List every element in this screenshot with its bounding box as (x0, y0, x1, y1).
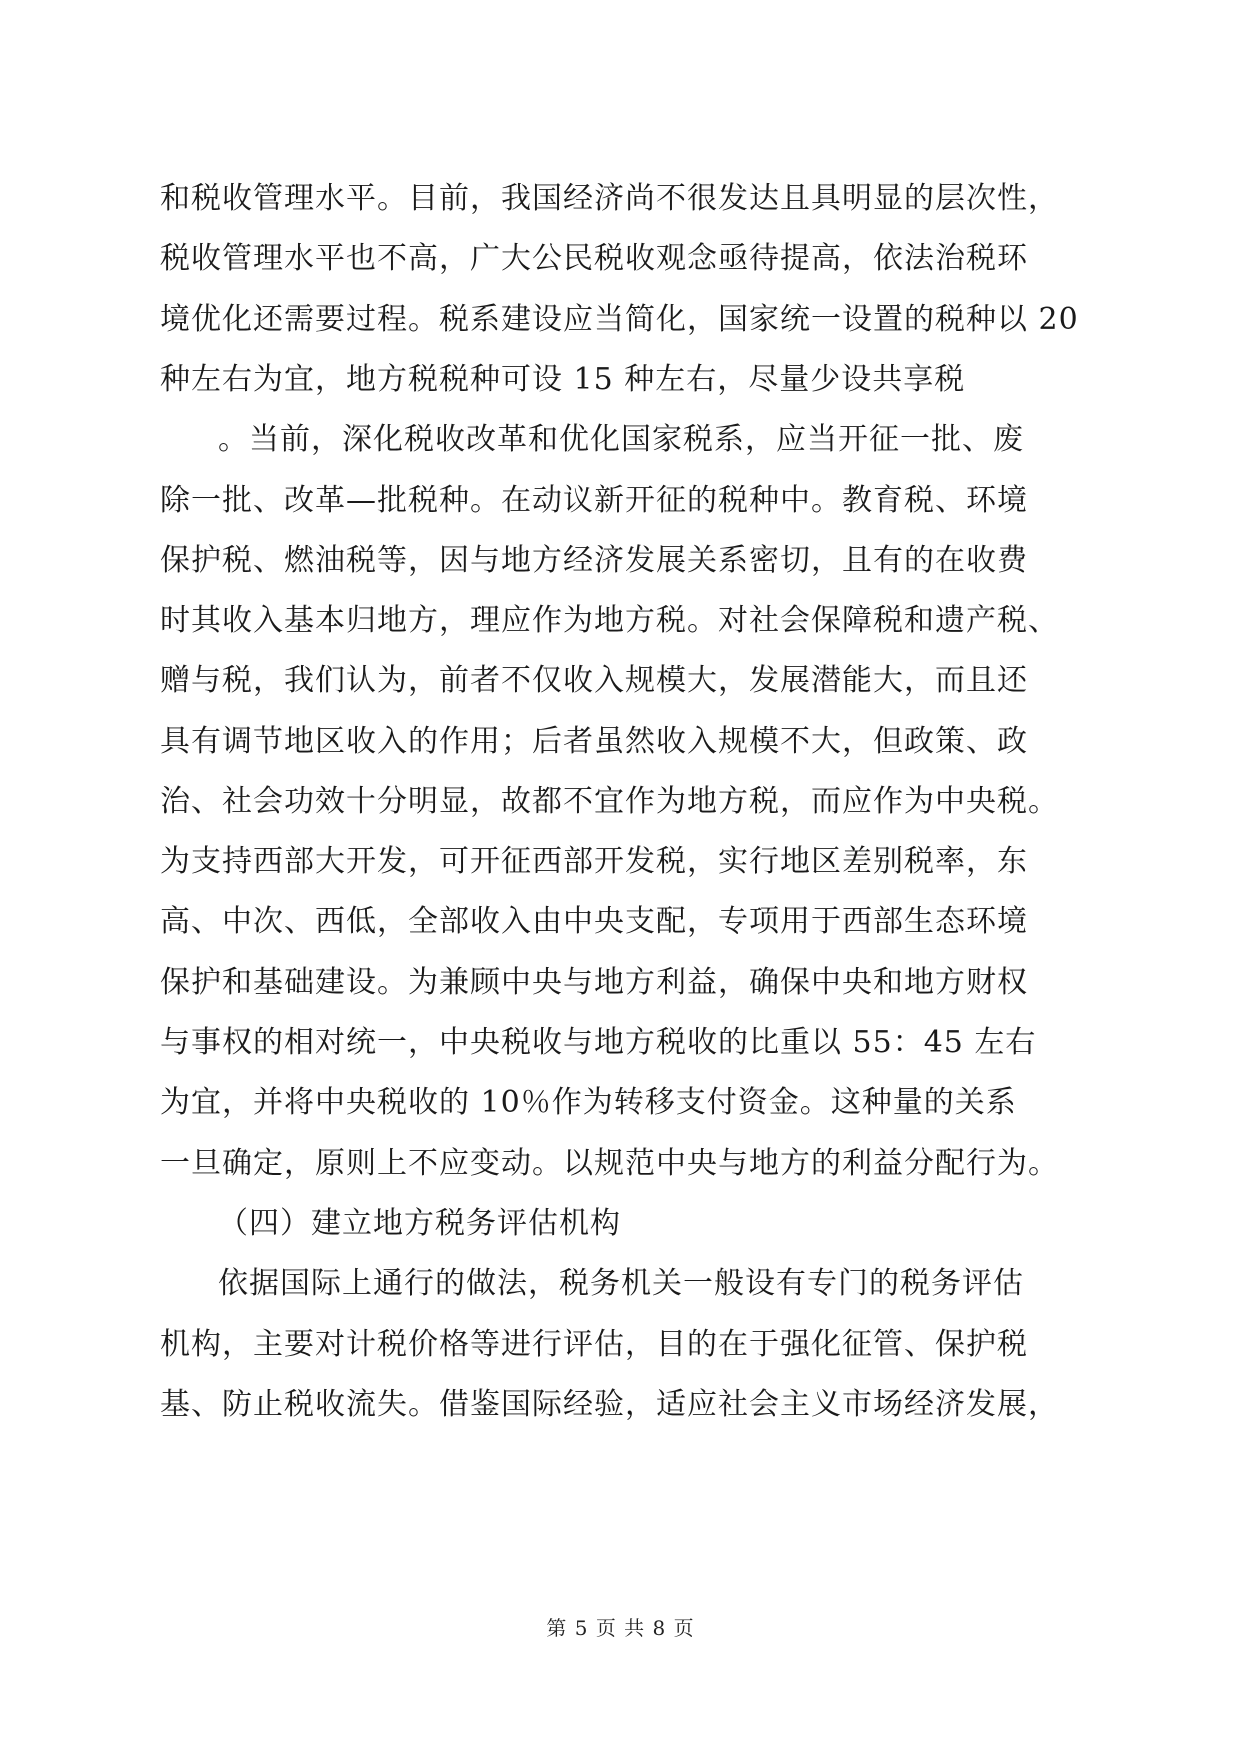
body-line-1: 和税收管理水平。目前，我国经济尚不很发达且具明显的层次性， (160, 181, 1059, 216)
body-line-8: 时其收入基本归地方，理应作为地方税。对社会保障税和遗产税、 (160, 603, 1059, 638)
body-line-11: 治、社会功效十分明显，故都不宜作为地方税，而应作为中央税。 (160, 784, 1059, 819)
body-line-14: 保护和基础建设。为兼顾中央与地方利益，确保中央和地方财权 (160, 965, 1028, 1000)
body-line-21: 基、防止税收流失。借鉴国际经验，适应社会主义市场经济发展， (160, 1387, 1059, 1422)
body-line-6: 除一批、改革—批税种。在动议新开征的税种中。教育税、环境 (160, 483, 1028, 518)
body-line-2: 税收管理水平也不高，广大公民税收观念亟待提高，依法治税环 (160, 241, 1028, 276)
body-line-20: 机构，主要对计税价格等进行评估，目的在于强化征管、保护税 (160, 1327, 1028, 1362)
body-line-12: 为支持西部大开发，可开征西部开发税，实行地区差别税率，东 (160, 844, 1028, 879)
page-number-footer: 第 5 页 共 8 页 (546, 1616, 695, 1640)
body-line-19: 依据国际上通行的做法，税务机关一般设有专门的税务评估 (218, 1266, 1024, 1301)
body-line-4: 种左右为宜，地方税税种可设 15 种左右，尽量少设共享税 (160, 362, 966, 397)
body-line-16: 为宜，并将中央税收的 10％作为转移支付资金。这种量的关系 (160, 1085, 1017, 1120)
body-line-15: 与事权的相对统一，中央税收与地方税收的比重以 55：45 左右 (160, 1025, 1037, 1060)
body-line-13: 高、中次、西低，全部收入由中央支配，专项用于西部生态环境 (160, 904, 1028, 939)
section-heading: （四）建立地方税务评估机构 (218, 1206, 621, 1241)
body-line-5: 。当前，深化税收改革和优化国家税系，应当开征一批、废 (218, 422, 1024, 457)
body-line-3: 境优化还需要过程。税系建设应当简化，国家统一设置的税种以 20 (160, 302, 1079, 337)
body-line-9: 赠与税，我们认为，前者不仅收入规模大，发展潜能大，而且还 (160, 663, 1028, 698)
body-line-17: 一旦确定，原则上不应变动。以规范中央与地方的利益分配行为。 (160, 1146, 1059, 1181)
body-line-7: 保护税、燃油税等，因与地方经济发展关系密切，且有的在收费 (160, 543, 1028, 578)
body-line-10: 具有调节地区收入的作用；后者虽然收入规模不大，但政策、政 (160, 724, 1028, 759)
